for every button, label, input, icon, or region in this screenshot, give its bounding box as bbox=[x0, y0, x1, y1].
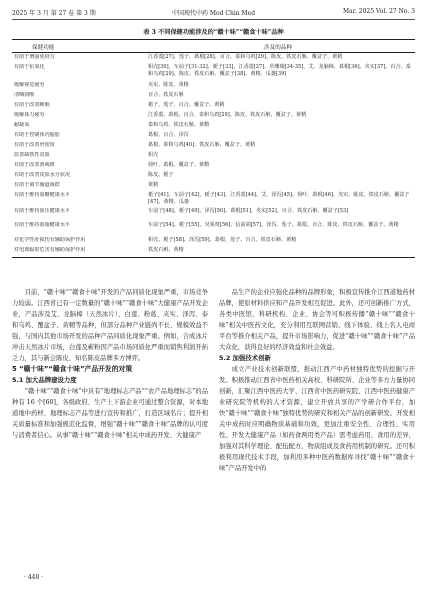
row-herbs: 车前子[48]、栀子[49]、泽泻[50]、葛根[51]、夹实[52]、百合、铁皮石斛、覆盆子[53] bbox=[148, 208, 349, 214]
row-herbs: 栀子[41]、车前子[42]、栀子[43]、江香薷[44]、艾、泽泻[45]、荷叶、葛根[46]、夹实、陈皮、铁皮石斛、覆盆子[47]、黄精、瓜萎 bbox=[148, 192, 410, 205]
row-function: 缓解体力疲劳 bbox=[14, 112, 45, 118]
row-function: 清咽润喉 bbox=[14, 92, 35, 98]
row-herbs: 泰和乌鸡、铁皮石斛、黄精 bbox=[148, 122, 210, 128]
row-herbs: 江香薷、葛根、百合、泰和乌鸡[29]、陈皮、铁皮石斛、覆盆子、黄精 bbox=[148, 112, 307, 118]
row-function: 有助于维持血脂健康水平 bbox=[14, 222, 71, 228]
row-herbs: 枳壳、栀子[58]、泽泻[59]、葛根、莲子、百合、铁皮石斛、黄精 bbox=[148, 237, 297, 243]
row-function: 对化学性肝损伤有辅助保护作用 bbox=[14, 237, 86, 243]
table-header bbox=[12, 40, 415, 53]
header-journal: 中国现代中药 Mod Chin Med bbox=[171, 10, 256, 17]
table-caption: 表 3 不同保健功能涉及的“赣十味”“赣食十味”品种 bbox=[143, 29, 284, 36]
col-header-herbs: 涉及的品种 bbox=[264, 45, 292, 51]
row-function: 有助于改善骨密度 bbox=[14, 142, 55, 148]
page-number: · 448 · bbox=[24, 574, 44, 581]
row-herbs: 夹实、陈皮、黄精 bbox=[148, 82, 189, 88]
section-heading: 5 “赣十味”“赣食十味”产品开发的对策 bbox=[12, 365, 133, 373]
row-function: 有助于增强免疫力 bbox=[14, 54, 55, 60]
subsection-heading: 5.1 加大品牌建设力度 bbox=[12, 376, 77, 384]
row-herbs: 陈皮、栀子 bbox=[148, 172, 174, 178]
running-header bbox=[12, 8, 415, 17]
row-function: 有助于维持血压健康水平 bbox=[14, 208, 71, 214]
row-function: 有助于改善睡眠 bbox=[14, 102, 50, 108]
header-rule bbox=[12, 19, 415, 20]
col-header-function: 保健功能 bbox=[32, 45, 55, 51]
row-function: 有助于维持血糖健康水平 bbox=[14, 192, 71, 198]
row-function: 有助于改善皮肤水分状况 bbox=[14, 172, 71, 178]
row-function: 改善缺铁性贫血 bbox=[14, 152, 50, 158]
left-column bbox=[12, 287, 208, 441]
row-herbs: 枳壳[30]、车前子[31-32]、栀子[33]、江香薷[27]、草珊瑚[34-35]、艾、龙脑樟、葛根[36]、夹实[37]、百合、泰和乌鸡[29]、陈皮、铁皮石斛、覆盆子[38]、黄精、瓜萎[39] bbox=[148, 64, 411, 77]
health-function-table bbox=[12, 39, 415, 258]
row-function: 有助于改善黄褐斑 bbox=[14, 162, 55, 168]
row-herbs: 栀子、莲子、百合、覆盆子、黄精 bbox=[148, 102, 225, 108]
row-herbs: 枳壳 bbox=[148, 152, 159, 158]
paragraph: “赣十味”“赣食十味”中具有“地理标志产品”“农产品地理标志”的品种有 16 个[60]，各级政府、生产上下游企业可通过整合资源，对本地道地中药材、地理标志产品等进行宣传和推广，打造区域名片；提升相关质量标准和加强规范化监督，增强“赣十味”“赣食十味”品牌的认可度与消费者信心。从事“赣十味”“赣食十味”相关中成药开发、大健康产 bbox=[12, 388, 208, 439]
row-herbs: 百合、铁皮石斛 bbox=[148, 92, 184, 98]
row-herbs: 车前子[54]、栀子[55]、吴茱萸[56]、信前胡[57]、泽泻、莲子、葛根、百合、陈皮、铁皮石斛、覆盆子、黄精 bbox=[148, 222, 399, 228]
paragraph: 品生产的企业应强化品种的品牌形象，积极宣传推介江西道地药材品牌，使原材料供应和产品开发相互促进。此外，还可创新推广方式，各类中医馆、科研机构、企业、协会等可积极传播“赣十味”“赣食十味”相关中医药文化，充分利用互联网营销、线下体验、线上名人电商平台等推介相关产品，提升市场影响力，促进“赣十味”“赣食十味”产品大众化，获得良好的经济效益和社会效益。 bbox=[219, 289, 415, 351]
row-function: 有助于调节肠道菌群 bbox=[14, 182, 60, 188]
table-body bbox=[12, 53, 415, 257]
row-herbs: 黄精 bbox=[148, 182, 159, 188]
row-herbs: 葛根、泰和乌鸡[40]、铁皮石斛、覆盆子、黄精 bbox=[148, 142, 256, 148]
row-function: 有助于抗氧化 bbox=[14, 64, 45, 70]
row-function: 有助于控制体内脂肪 bbox=[14, 132, 60, 138]
row-herbs: 江香薷[27]、莲子、葛根[28]、百合、泰和乌鸡[29]、陈皮、铁皮石斛、覆盆子、黄精 bbox=[148, 54, 343, 60]
row-function: 耐缺氧 bbox=[14, 122, 30, 128]
row-function: 缓解视觉疲劳 bbox=[14, 82, 45, 88]
paragraph: 目前，“赣十味”“赣食十味”开发的产品同质化现象严重，市场竞争力较弱。江西省已有一定数量的“赣十味”“赣食十味”大健康产品开发企业，产品涉及艾、龙脑樟（天然冰片）、白莲、粉葛、夹实、泽泻、泰和乌鸡、覆盆子、黄精等品种，但部分品种产业链尚不长、规模效益不强，与国内其他市场开发的品种产品同质化现象严重。例如，合成冰片冲击天然冰片市场，白莲及蕲粉因产品市场同质化严重而销售利润开拓乏力，其与新会陈皮、知名陈皮品牌多方博弈。 bbox=[12, 289, 208, 362]
row-function: 对电离辐射危害有辅助保护作用 bbox=[14, 247, 86, 253]
row-herbs: 荷叶、葛根、覆盆子、黄精 bbox=[148, 162, 210, 168]
right-column bbox=[219, 287, 415, 474]
row-herbs: 葛根、百合、泽泻 bbox=[148, 132, 189, 138]
row-herbs: 铁皮石斛、黄精 bbox=[148, 247, 184, 253]
subsection-heading: 5.2 加强技术创新 bbox=[219, 354, 271, 362]
header-issue: 2025 年 3 月 第 27 卷 第 3 期 bbox=[12, 10, 96, 17]
header-issue-en: Mar. 2025 Vol. 27 No. 3 bbox=[343, 8, 415, 15]
paragraph: 成立产业技术创新联盟，推动江西产中药材独特优势的挖掘与开发。积极推动江西省中医药相关高校、科研院所、企业等多方力量协同创新，汇聚江西中医药大学、江西省中医药研究院、江西中医药健康产业研究院等机构的人才资源，建立开放共享的产学研合作平台，加快“赣十味”“赣食十味”独特优势的研究和相关产品的创新研发。开发相关中成药时应明确物质基础和功效，更加注重安全性、合理性、实用性。开发大健康产品（如药食两用类产品）需考虑药用、食用的差异，加强对其科学理论、配伍配方、物质组成及食药用机制的研究。还可积极利用现代技术手段，加利用多种中医药数据库寻找“赣十味”“赣食十味”产品开发中的 bbox=[219, 366, 415, 472]
